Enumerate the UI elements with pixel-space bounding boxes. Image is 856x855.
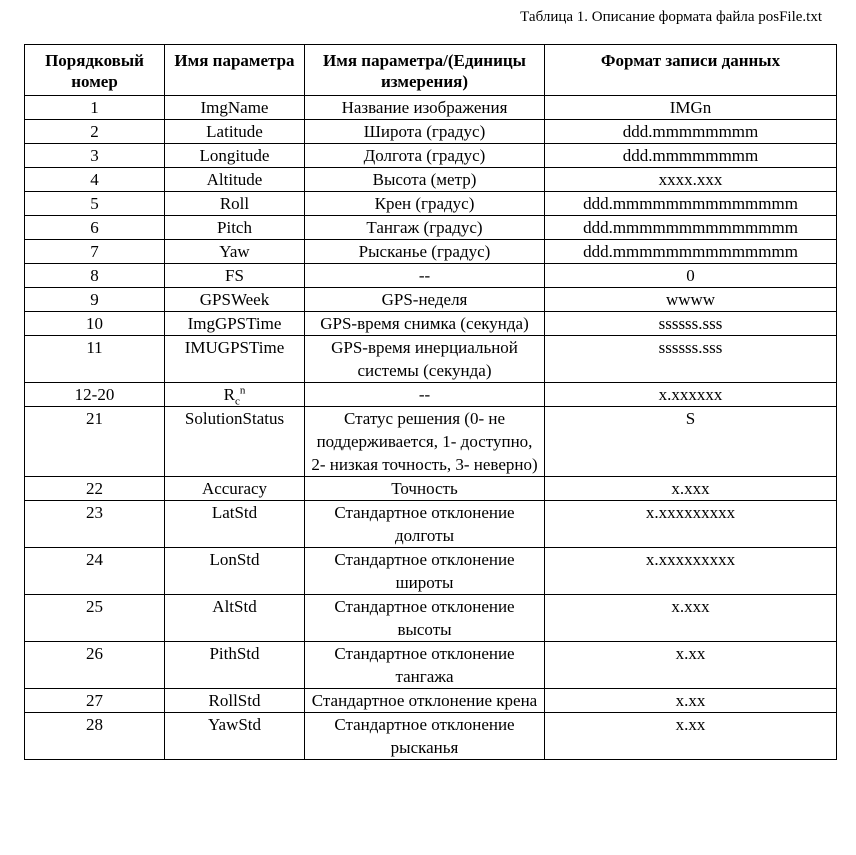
cell-param-name: Accuracy	[165, 477, 305, 501]
cell-format: ddd.mmmmmmmmmmmmmm	[545, 216, 837, 240]
cell-param-name: IMUGPSTime	[165, 336, 305, 383]
cell-format: IMGn	[545, 96, 837, 120]
table-row	[25, 642, 837, 689]
cell-param-desc: Стандартное отклонение рысканья	[305, 713, 545, 760]
cell-number: 22	[25, 477, 165, 501]
cell-param-name: SolutionStatus	[165, 407, 305, 477]
table-row	[25, 120, 837, 144]
cell-param-desc: GPS-неделя	[305, 288, 545, 312]
cell-param-desc: Статус решения (0- не поддерживается, 1- доступно, 2- низкая точность, 3- неверно)	[305, 407, 545, 477]
table-row	[25, 264, 837, 288]
cell-param-name: YawStd	[165, 713, 305, 760]
table-row	[25, 595, 837, 642]
cell-param-desc: Стандартное отклонение широты	[305, 548, 545, 595]
table-row	[25, 96, 837, 120]
cell-param-desc: Долгота (градус)	[305, 144, 545, 168]
cell-number: 1	[25, 96, 165, 120]
cell-param-desc: Рысканье (градус)	[305, 240, 545, 264]
cell-number: 26	[25, 642, 165, 689]
cell-number: 11	[25, 336, 165, 383]
param-symbol-sub: c	[234, 395, 240, 407]
cell-number: 3	[25, 144, 165, 168]
table-row	[25, 192, 837, 216]
cell-number: 7	[25, 240, 165, 264]
table-row	[25, 501, 837, 548]
cell-param-name: Pitch	[165, 216, 305, 240]
cell-number: 27	[25, 689, 165, 713]
cell-number: 21	[25, 407, 165, 477]
cell-number: 10	[25, 312, 165, 336]
table-row	[25, 144, 837, 168]
table-row	[25, 383, 837, 407]
cell-number: 9	[25, 288, 165, 312]
cell-format: x.xxxxxx	[545, 383, 837, 407]
cell-param-desc: Название изображения	[305, 96, 545, 120]
cell-format: ssssss.sss	[545, 336, 837, 383]
cell-param-name: Altitude	[165, 168, 305, 192]
cell-param-name: Yaw	[165, 240, 305, 264]
cell-format: x.xxxxxxxxx	[545, 501, 837, 548]
cell-param-desc: GPS-время инерциальной системы (секунда)	[305, 336, 545, 383]
cell-format: 0	[545, 264, 837, 288]
header-param-units: Имя параметра/(Единицы измерения)	[305, 45, 545, 96]
cell-param-desc: Стандартное отклонение высоты	[305, 595, 545, 642]
cell-param-desc: Стандартное отклонение долготы	[305, 501, 545, 548]
cell-format: ddd.mmmmmmmm	[545, 120, 837, 144]
cell-number: 12-20	[25, 383, 165, 407]
cell-format: x.xx	[545, 713, 837, 760]
cell-number: 6	[25, 216, 165, 240]
cell-param-name: LatStd	[165, 501, 305, 548]
cell-param-name: AltStd	[165, 595, 305, 642]
table-row	[25, 168, 837, 192]
cell-param-name: ImgGPSTime	[165, 312, 305, 336]
cell-format: S	[545, 407, 837, 477]
cell-param-name	[165, 383, 305, 407]
table-row	[25, 312, 837, 336]
cell-number: 25	[25, 595, 165, 642]
header-number: Порядковый номер	[25, 45, 165, 96]
table-row	[25, 288, 837, 312]
format-table	[24, 44, 837, 760]
table-row	[25, 216, 837, 240]
cell-param-name: Longitude	[165, 144, 305, 168]
cell-param-desc: Стандартное отклонение крена	[305, 689, 545, 713]
cell-param-desc: Стандартное отклонение тангажа	[305, 642, 545, 689]
cell-format: x.xxx	[545, 477, 837, 501]
cell-number: 23	[25, 501, 165, 548]
cell-param-name: Latitude	[165, 120, 305, 144]
cell-param-name: PithStd	[165, 642, 305, 689]
cell-format: x.xxx	[545, 595, 837, 642]
cell-param-desc: Высота (метр)	[305, 168, 545, 192]
cell-number: 5	[25, 192, 165, 216]
cell-format: x.xx	[545, 642, 837, 689]
cell-param-desc: Тангаж (градус)	[305, 216, 545, 240]
cell-number: 8	[25, 264, 165, 288]
cell-format: xxxx.xxx	[545, 168, 837, 192]
cell-param-desc: GPS-время снимка (секунда)	[305, 312, 545, 336]
table-row	[25, 477, 837, 501]
cell-format: ssssss.sss	[545, 312, 837, 336]
table-row	[25, 689, 837, 713]
cell-format: wwww	[545, 288, 837, 312]
header-data-format: Формат записи данных	[545, 45, 837, 96]
cell-format: x.xx	[545, 689, 837, 713]
cell-param-desc: Широта (градус)	[305, 120, 545, 144]
cell-param-name: LonStd	[165, 548, 305, 595]
cell-param-name: GPSWeek	[165, 288, 305, 312]
cell-param-desc: --	[305, 383, 545, 407]
cell-param-desc: --	[305, 264, 545, 288]
cell-param-name: RollStd	[165, 689, 305, 713]
table-row	[25, 713, 837, 760]
cell-format: ddd.mmmmmmmmmmmmmm	[545, 192, 837, 216]
table-row	[25, 548, 837, 595]
header-row	[25, 45, 837, 96]
cell-number: 2	[25, 120, 165, 144]
cell-format: ddd.mmmmmmmmmmmmmm	[545, 240, 837, 264]
param-symbol-sup: n	[239, 384, 246, 397]
cell-param-desc: Точность	[305, 477, 545, 501]
cell-number: 24	[25, 548, 165, 595]
table-row	[25, 336, 837, 383]
header-param-name: Имя параметра	[165, 45, 305, 96]
table-caption: Таблица 1. Описание формата файла posFile.txt	[520, 9, 822, 25]
cell-param-desc: Крен (градус)	[305, 192, 545, 216]
cell-number: 4	[25, 168, 165, 192]
cell-param-name: Roll	[165, 192, 305, 216]
table-row	[25, 407, 837, 477]
cell-param-name: ImgName	[165, 96, 305, 120]
table-body	[25, 96, 837, 760]
cell-param-name: FS	[165, 264, 305, 288]
cell-number: 28	[25, 713, 165, 760]
param-symbol: R	[223, 385, 235, 404]
table-row	[25, 240, 837, 264]
cell-format: ddd.mmmmmmmm	[545, 144, 837, 168]
cell-format: x.xxxxxxxxx	[545, 548, 837, 595]
